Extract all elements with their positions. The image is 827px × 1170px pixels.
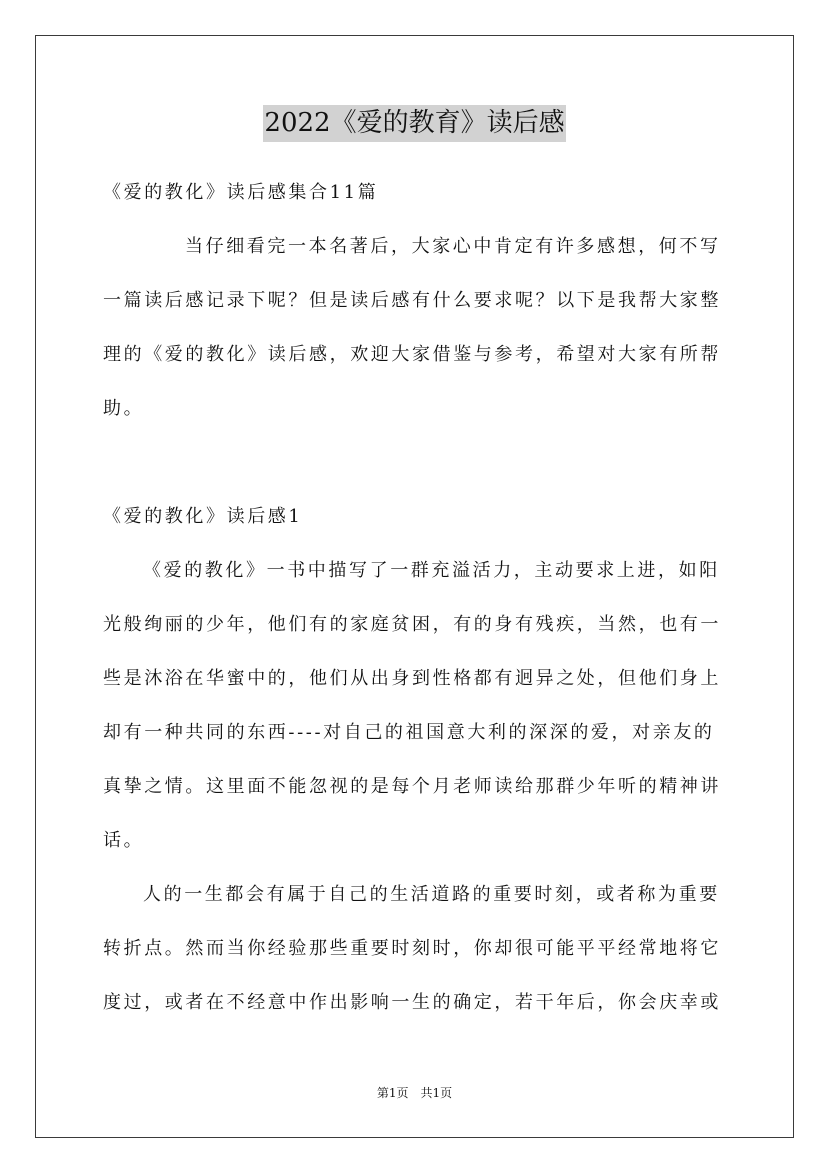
paragraph-2-line: 度过，或者在不经意中作出影响一生的确定，若干年后，你会庆幸或 <box>103 992 721 1013</box>
page-number: 第1页 <box>376 1086 409 1100</box>
intro-line: 当仔细看完一本名著后，大家心中肯定有许多感想，何不写 <box>185 236 721 257</box>
title-container <box>35 105 794 142</box>
paragraph-2-line: 转折点。然而当你经验那些重要时刻时，你却很可能平平经常地将它 <box>103 938 721 959</box>
essay-heading: 《爱的教化》读后感1 <box>103 506 303 527</box>
document-body <box>103 166 735 1030</box>
intro-line: 一篇读后感记录下呢？但是读后感有什么要求呢？以下是我帮大家整 <box>103 290 721 311</box>
section-heading: 《爱的教化》读后感集合11篇 <box>103 182 379 203</box>
paragraph-2-line: 人的一生都会有属于自己的生活道路的重要时刻，或者称为重要 <box>143 884 720 905</box>
paragraph-1-line: 却有一种共同的东西----对自己的祖国意大利的深深的爱，对亲友的 <box>103 722 715 743</box>
paragraph-1-line: 些是沐浴在华蜜中的，他们从出身到性格都有迥异之处，但他们身上 <box>103 668 721 689</box>
page-total: 共1页 <box>420 1086 453 1100</box>
paragraph-1-line: 话。 <box>103 830 145 851</box>
document-title: 2022《爱的教育》读后感 <box>263 105 565 142</box>
intro-line: 助。 <box>103 398 145 419</box>
paragraph-1-line: 真挚之情。这里面不能忽视的是每个月老师读给那群少年听的精神讲 <box>103 776 721 797</box>
paragraph-1-line: 光般绚丽的少年，他们有的家庭贫困，有的身有残疾，当然，也有一 <box>103 614 721 635</box>
page-footer <box>35 1084 794 1102</box>
intro-line: 理的《爱的教化》读后感，欢迎大家借鉴与参考，希望对大家有所帮 <box>103 344 721 365</box>
paragraph-1-line: 《爱的教化》一书中描写了一群充溢活力，主动要求上进，如阳 <box>143 560 720 581</box>
blank-line <box>103 436 735 490</box>
